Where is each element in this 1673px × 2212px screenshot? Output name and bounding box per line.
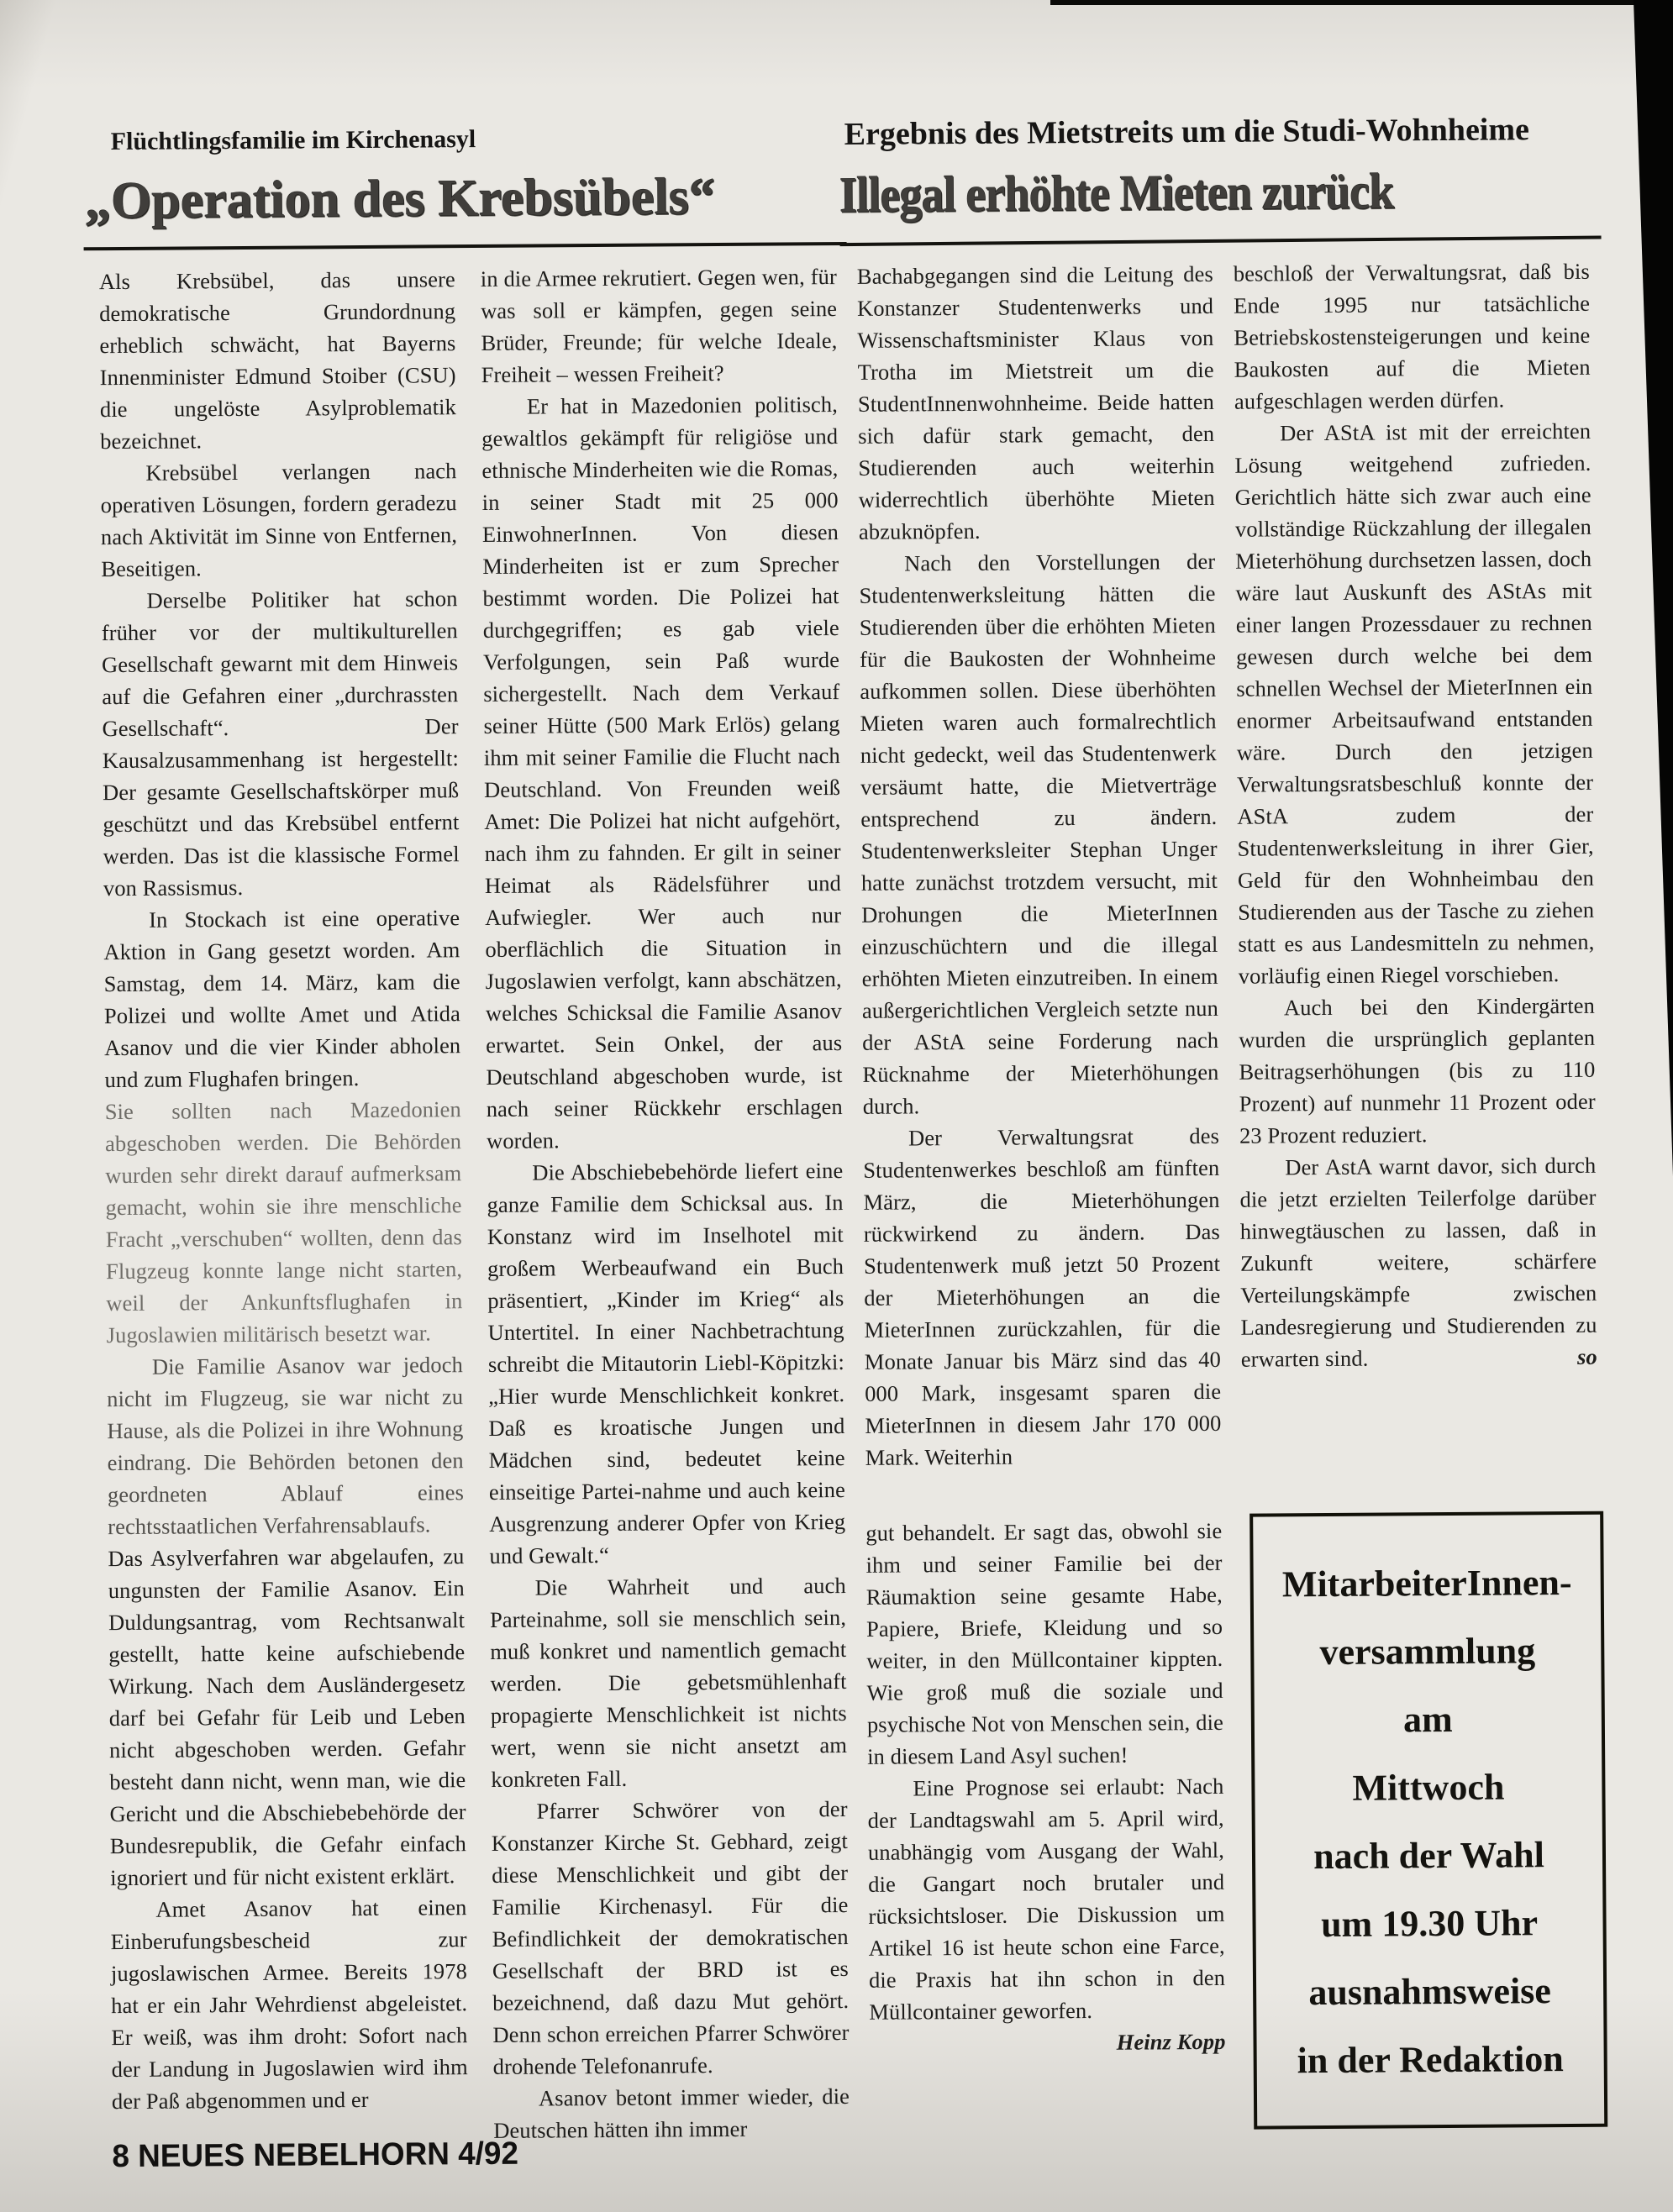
headline-right-article: Illegal erhöhte Mieten zurück — [839, 163, 1394, 223]
notice-line: ausnahmsweise — [1308, 1970, 1552, 2014]
headline-rule-left — [84, 242, 847, 250]
paragraph: Sie sollten nach Mazedonien abgeschoben werden. Die Behörden wurden sehr direkt darauf aufmerksam gemacht, wohin sie ihre menschliche Fracht „verschuben“ wollten, denn das Flugzeug konnte lange nicht starten, weil der Ankunftsflughafen in Jugoslawien militärisch besetzt war. — [104, 1096, 463, 1348]
paragraph: beschloß der Verwaltungsrat, daß bis Ende 1995 nur tatsächliche Betriebskostensteigerungen und keine Baukosten auf die Mieten aufgeschlagen werden dürfen. — [1233, 258, 1591, 414]
text-column-2 — [481, 260, 850, 2146]
paragraph: Die Abschiebebehörde liefert eine ganze Familie dem Schicksal aus. In Konstanz wird im Inselhotel mit großem Werbeaufwand ein Buch präsentiert, „Kinder im Krieg“ als Untertitel. In einer Nachbetrachtung schreibt die Mitautorin Liebl-Köpitzki: „Hier wurde Menschlichkeit konkret. Daß es kroatische Jungen und Mädchen sind, bedeutet keine einseitige Partei-nahme und auch keine Ausgrenzung anderer Opfer von Krieg und Gewalt.“ — [487, 1158, 846, 1568]
notice-line: in der Redaktion — [1297, 2038, 1564, 2082]
notice-line: nach der Wahl — [1313, 1834, 1545, 1878]
paragraph: Als Krebsübel, das unsere demokratische Grundordnung erheblich schwächt, hat Bayerns Innenminister Edmund Stoiber (CSU) die ungelöste Asylproblematik bezeichnet. — [98, 266, 457, 454]
scan-artifact-top-line — [1050, 0, 1673, 5]
text-column-3-upper — [857, 258, 1222, 1474]
paragraph: Die Wahrheit und auch Parteinahme, soll sie menschlich sein, muß konkret und namentlich gemacht werden. Die gebetsmühlenhaft propagierte Menschlichkeit ist nichts wert, wenn sie nicht ansetzt am konkreten Fall. — [489, 1572, 848, 1792]
paragraph: Krebsübel verlangen nach operativen Lösungen, fordern geradezu nach Aktivität im Sinne von Entfernen, Beseitigen. — [100, 458, 458, 582]
notice-line: MitarbeiterInnen- — [1281, 1561, 1572, 1605]
paragraph: Eine Prognose sei erlaubt: Nach der Landtagswahl am 5. April wird, unabhängig vom Ausgang der Wahl, die Gangart noch brutaler und rücksichtsloser. Die Diskussion um Artikel 16 ist heute schon eine Farce, die Praxis hat ihn schon in den Müllcontainer geworfen. Heinz Kopp — [867, 1770, 1225, 2028]
paragraph: gut behandelt. Er sagt das, obwohl sie ihm und seiner Familie bei der Räumaktion seine gesamte Habe, Papiere, Briefe, Kleidung und so weiter, in den Müllcontainer kippten. Wie groß muß die soziale und psychische Not von Menschen sein, die in diesem Land Asyl suchen! — [865, 1517, 1223, 1769]
paragraph: in die Armee rekrutiert. Gegen wen, für was soll er kämpfen, gegen seine Brüder, Freunde; für welche Ideale, Freiheit – wessen Freiheit? — [480, 264, 838, 387]
paragraph: Der AStA ist mit der erreichten Lösung weitgehend zufrieden. Gerichtlich hätte sich zwar auch eine vollständige Rückzahlung der illegalen Mieterhöhung durchsetzen lassen, doch wäre laut Auskunft des AStAs mit einer langen Prozessdauer zu rechnen gewesen durch welche bei dem schnellen Wechsel der MieterInnen ein enormer Arbeitsaufwand entstanden wäre. Durch den jetzigen Verwaltungsratsbeschluß konnte der AStA zudem der Studentenwerksleitung in ihrer Gier, Geld für den Wohnheimbau den Studierenden aus der Tasche zu ziehen statt es aus Landesmitteln zu nehmen, vorläufig einen Riegel vorschieben. — [1234, 418, 1595, 989]
paragraph: Er hat in Mazedonien politisch, gewaltlos gekämpft für religiöse und ethnische Minderheiten wie die Romas, in seiner Stadt mit 25 000 EinwohnerInnen. Von diesen Minderheiten ist er zum Sprecher bestimmt worden. Die Polizei hat durchgegriffen; es gab viele Verfolgungen, sein Paß wurde sichergestellt. Nach dem Verkauf seiner Hütte (500 Mark Erlös) gelang ihm mit seiner Familie die Flucht nach Deutschland. Von Freunden weiß Amet: Die Polizei hat nicht aufgehört, nach ihm zu fahnden. Er gilt in seiner Heimat als Rädelsführer und Aufwiegler. Wer auch nur oberflächlich die Situation in Jugoslawien verfolgt, kann abschätzen, welches Schicksal die Familie Asanov erwartet. Sein Onkel, der aus Deutschland abgeschoben wurde, ist nach seiner Rückkehr erschlagen worden. — [481, 391, 843, 1153]
kicker-left-article: Flüchtlingsfamilie im Kirchenasyl — [110, 125, 476, 156]
paragraph: Pfarrer Schwörer von der Konstanzer Kirche St. Gebhard, zeigt diese Menschlichkeit und gibt der Familie Kirchenasyl. Für die Befindlichkeit der demokratischen Gesellschaft der BRD ist es bezeichnend, daß dazu Mut gehört. Denn schon erreichen Pfarrer Schwörer drohende Telefonanrufe. — [491, 1795, 850, 2079]
paragraph: Der Verwaltungsrat des Studentenwerkes beschloß am fünften März, die Mieterhöhungen rückwirkend zu ändern. Das Studentenwerk muß jetzt 50 Prozent der Mieterhöhungen an die MieterInnen zurückzahlen, für die Monate Januar bis März sind das 40 000 Mark, insgesamt sparen die MieterInnen in diesem Jahr 170 000 Mark. Weiterhin — [863, 1122, 1222, 1470]
headline-rule-right — [840, 235, 1602, 246]
notice-line: um 19.30 Uhr — [1320, 1902, 1539, 1946]
paragraph: In Stockach ist eine operative Aktion in Gang gesetzt worden. Am Samstag, dem 14. März, kam die Polizei und wollte Amet und Atida Asanov und die vier Kinder abholen und zum Flughafen bringen. — [103, 905, 461, 1093]
paragraph: Die Familie Asanov war jedoch nicht im Flugzeug, sie war nicht zu Hause, als die Polizei in ihre Wohnung eindrang. Die Behörden betonen den geordneten Ablauf eines rechtsstaatlichen Verfahrensablaufs. — [107, 1352, 465, 1540]
headline-left-article: „Operation des Krebsübels“ — [84, 168, 716, 230]
paragraph: Nach den Vorstellungen der Studentenwerksleitung hätten die Studierenden über die erhöhten Mieten für die Baukosten der Wohnheime aufkommen sollen. Diese überhöhten Mieten waren auch formalrechtlich nicht gedeckt, weil das Studentenwerk versäumt hatte, die Mietverträge entsprechend zu ändern. Studentenwerksleiter Stephan Unger hatte zunächst trotzdem versucht, mit Drohungen die MieterInnen einzuschüchtern und die illegal erhöhten Mieten einzutreiben. In einem außergerichtlichen Vergleich setzte nun der AStA seine Forderung nach Rücknahme der Mieterhöhungen durch. — [859, 548, 1219, 1119]
paragraph: Das Asylverfahren war abgelaufen, zu ungunsten der Familie Asanov. Ein Duldungsantrag, vom Rechtsanwalt gestellt, hatte keine aufschiebende Wirkung. Nach dem Ausländergesetz darf bei Gefahr für Leib und Leben nicht abgeschoben werden. Gefahr besteht dann nicht, wenn man, wie die Gericht und die Abschiebebehörde der Bundesrepublik, die Gefahr einfach ignoriert und für nicht existent erklärt. — [108, 1543, 466, 1891]
staff-meeting-notice-box — [1249, 1511, 1607, 2130]
author-byline: Heinz Kopp — [1116, 2028, 1226, 2055]
notice-line: am — [1402, 1698, 1453, 1741]
text-column-3-lower — [865, 1515, 1225, 2060]
notice-line: Mittwoch — [1352, 1766, 1505, 1809]
notice-line: versammlung — [1319, 1630, 1536, 1673]
paragraph: Amet Asanov hat einen Einberufungsbescheid zur jugoslawischen Armee. Bereits 1978 hat er ein Jahr Wehrdienst abgeleistet. Er weiß, was ihm droht: Sofort nach der Landung in Jugoslawien wird ihm der Paß abgenommen und er — [110, 1894, 468, 2115]
paragraph: Derselbe Politiker hat schon früher vor der multikulturellen Gesellschaft gewarnt mit dem Hinweis auf die Gefahren einer „durchrassten Gesellschaft“. Der Kausalzusammenhang ist hergestellt: Der gesamte Gesellschaftskörper muß geschützt und das Krebsübel entfernt werden. Das ist die klassische Formel von Rassismus. — [101, 586, 460, 901]
text-column-1 — [99, 263, 468, 2117]
kicker-right-article: Ergebnis des Mietstreits um die Studi-Wohnheime — [844, 112, 1530, 152]
paragraph: Auch bei den Kindergärten wurden die ursprünglich geplanten Beitragserhöhungen (bis zu 110 Prozent) auf nunmehr 11 Prozent oder 23 Prozent reduziert. — [1239, 992, 1596, 1148]
text-column-4 — [1234, 255, 1597, 1375]
paragraph: Asanov betont immer wieder, die Deutschen hätten ihn immer — [493, 2083, 850, 2143]
author-byline: so — [1576, 1343, 1597, 1369]
paragraph: Bachabgegangen sind die Leitung des Konstanzer Studentenwerks und Wissenschaftsminister Klaus von Trotha im Mietstreit um die StudentInnenwohnheime. Beide hatten sich dafür stark gemacht, den Studierenden auch weiterhin widerrechtlich überhöhte Mieten abzuknöpfen. — [856, 260, 1215, 544]
page-footer: 8 NEUES NEBELHORN 4/92 — [112, 2136, 519, 2175]
paragraph: Der AstA warnt davor, sich durch die jetzt erzielten Teilerfolge darüber hinwegtäuschen zu lassen, daß in Zukunft weitere, schärfere Verteilungskämpfe zwischen Landesregierung und Studierenden zu erwarten sind. so — [1239, 1152, 1597, 1372]
